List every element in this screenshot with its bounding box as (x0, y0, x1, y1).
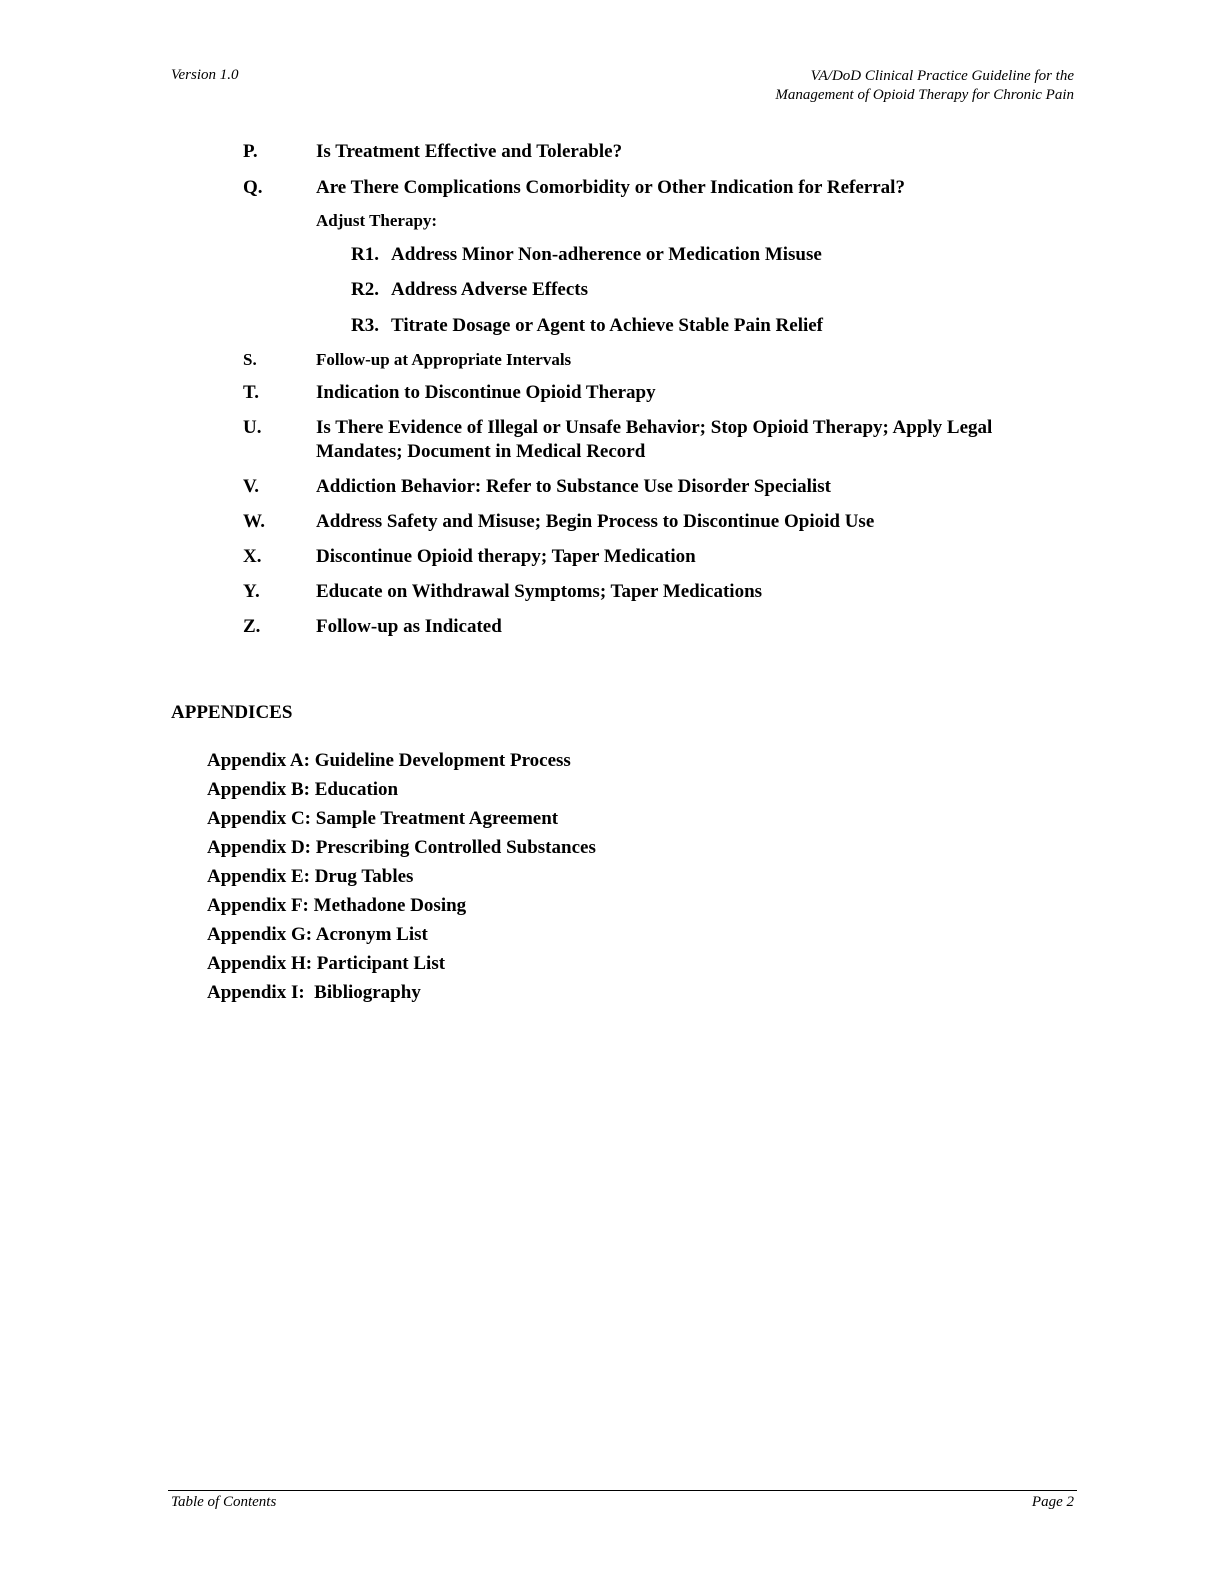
appendix-h-link[interactable]: Appendix H: Participant List (207, 953, 446, 974)
appendix-i-link[interactable]: Appendix I: Bibliography (207, 982, 421, 1003)
footer-page-number: Page 2 (1031, 1494, 1074, 1510)
toc-entry-text: Follow-up as Indicated (316, 616, 502, 637)
toc-entry-letter: Y. (243, 581, 260, 602)
appendix-g-link[interactable]: Appendix G: Acronym List (207, 924, 428, 945)
toc-entry-letter: T. (243, 382, 260, 403)
toc-entry-letter: S. (243, 350, 257, 369)
toc-entry-letter: W. (243, 511, 266, 532)
appendix-d-link[interactable]: Appendix D: Prescribing Controlled Substances (207, 837, 596, 858)
toc-subentry-code: R1. (351, 244, 379, 265)
toc-entry-text: Addiction Behavior: Refer to Substance Use Disorder Specialist (316, 476, 831, 497)
appendix-f-link[interactable]: Appendix F: Methadone Dosing (207, 895, 467, 916)
toc-entry-letter: P. (243, 141, 258, 162)
adjust-therapy-label: Adjust Therapy: (316, 211, 438, 230)
appendix-b-link[interactable]: Appendix B: Education (207, 779, 399, 800)
toc-entry-letter: X. (243, 546, 262, 567)
toc-entry-text: Are There Complications Comorbidity or Other Indication for Referral? (316, 177, 905, 198)
toc-entry-text: Educate on Withdrawal Symptoms; Taper Medications (316, 581, 763, 602)
toc-entry-text: Is Treatment Effective and Tolerable? (316, 141, 623, 162)
toc-subentry-r1[interactable] (351, 243, 822, 267)
appendix-a-link[interactable]: Appendix A: Guideline Development Process (207, 750, 571, 771)
toc-subentry-text: Address Adverse Effects (391, 279, 589, 300)
document-title-line1: VA/DoD Clinical Practice Guideline for the (810, 68, 1074, 84)
toc-subentry-text: Address Minor Non-adherence or Medication Misuse (391, 244, 822, 265)
toc-entry-letter: U. (243, 417, 262, 438)
footer-section-label: Table of Contents (171, 1494, 277, 1510)
appendices-heading: APPENDICES (171, 702, 293, 723)
toc-entry-text: Is There Evidence of Illegal or Unsafe Behavior; Stop Opioid Therapy; Apply Legal Mandates; Document in Medical Record (316, 417, 993, 462)
toc-entry-text: Discontinue Opioid therapy; Taper Medication (316, 546, 696, 567)
toc-subentry-text: Titrate Dosage or Agent to Achieve Stable Pain Relief (391, 315, 824, 336)
version-label: Version 1.0 (171, 67, 239, 83)
appendix-e-link[interactable]: Appendix E: Drug Tables (207, 866, 414, 887)
toc-entry-text: Address Safety and Misuse; Begin Process to Discontinue Opioid Use (316, 511, 875, 532)
toc-entry-letter: Z. (243, 616, 261, 637)
toc-subentry-code: R3. (351, 315, 379, 336)
toc-entry-text: Follow-up at Appropriate Intervals (316, 350, 572, 369)
document-title-line2: Management of Opioid Therapy for Chronic Pain (775, 87, 1074, 103)
footer-divider (168, 1490, 1077, 1491)
toc-subentry-r3[interactable] (351, 314, 823, 338)
toc-subentry-code: R2. (351, 279, 379, 300)
appendix-c-link[interactable]: Appendix C: Sample Treatment Agreement (207, 808, 559, 829)
toc-entry-letter: Q. (243, 177, 263, 198)
document-title (775, 67, 1074, 105)
toc-subentry-r2[interactable] (351, 278, 588, 302)
toc-entry-letter: V. (243, 476, 260, 497)
toc-entry-text: Indication to Discontinue Opioid Therapy (316, 382, 656, 403)
